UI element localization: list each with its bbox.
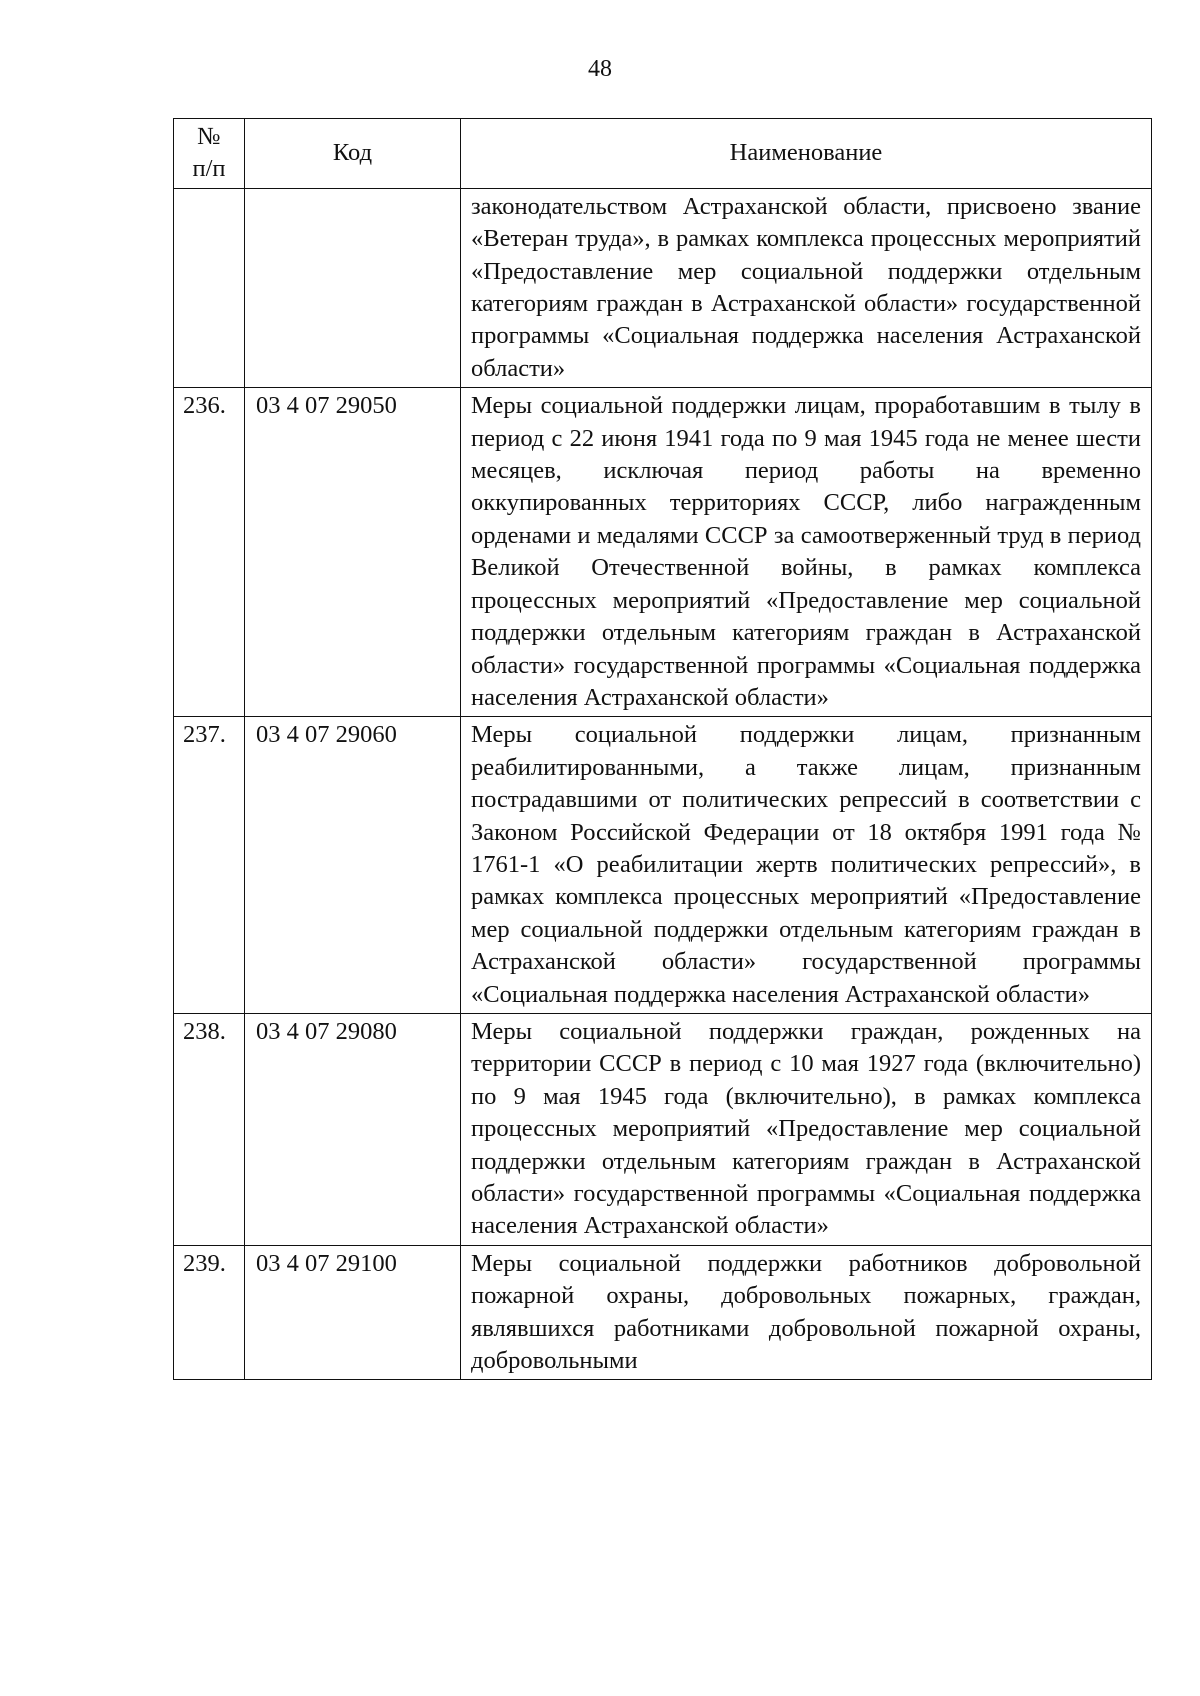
table-row — [174, 1245, 1152, 1380]
table-row — [174, 388, 1152, 717]
row-name: законодательством Астраханской области, присвоено звание «Ветеран труда», в рамках комплекса процессных мероприятий «Предоставление мер социальной поддержки отдельным категориям граждан в Астраханской области» государственной программы «Социальная поддержка населения Астраханской области» — [461, 188, 1152, 387]
row-number: 236. — [174, 388, 245, 717]
table-row — [174, 1013, 1152, 1245]
header-number-symbol: № — [197, 123, 221, 150]
row-number: 237. — [174, 717, 245, 1014]
row-name: Меры социальной поддержки лицам, проработавшим в тылу в период с 22 июня 1941 года по 9 мая 1945 года не менее шести месяцев, исключая период работы на временно оккупированных территориях СССР, либо награжденным орденами и медалями СССР за самоотверженный труд в период Великой Отечественной войны, в рамках комплекса процессных мероприятий «Предоставление мер социальной поддержки отдельным категориям граждан в Астраханской области» государственной программы «Социальная поддержка населения Астраханской области» — [461, 388, 1152, 717]
row-number — [174, 188, 245, 387]
header-number-abbr: п/п — [192, 155, 226, 183]
row-code: 03 4 07 29080 — [245, 1013, 461, 1245]
row-number: 238. — [174, 1013, 245, 1245]
row-name: Меры социальной поддержки лицам, признанным реабилитированными, а также лицам, признанным пострадавшими от политических репрессий в соответствии с Законом Российской Федерации от 18 октября 1991 года № 1761-1 «О реабилитации жертв политических репрессий», в рамках комплекса процессных мероприятий «Предоставление мер социальной поддержки отдельным категориям граждан в Астраханской области» государственной программы «Социальная поддержка населения Астраханской области» — [461, 717, 1152, 1014]
budget-code-table — [173, 118, 1152, 1380]
page-number: 48 — [588, 56, 612, 82]
header-number — [174, 119, 245, 189]
header-code: Код — [245, 119, 461, 189]
row-code: 03 4 07 29100 — [245, 1245, 461, 1380]
row-code — [245, 188, 461, 387]
table-header-row — [174, 119, 1152, 189]
row-name: Меры социальной поддержки граждан, рожденных на территории СССР в период с 10 мая 1927 года (включительно) по 9 мая 1945 года (включительно), в рамках комплекса процессных мероприятий «Предоставление мер социальной поддержки отдельным категориям граждан в Астраханской области» государственной программы «Социальная поддержка населения Астраханской области» — [461, 1013, 1152, 1245]
row-name: Меры социальной поддержки работников добровольной пожарной охраны, добровольных пожарных, граждан, являвшихся работниками добровольной пожарной охраны, добровольными — [461, 1245, 1152, 1380]
header-name: Наименование — [461, 119, 1152, 189]
table-row — [174, 188, 1152, 387]
row-code: 03 4 07 29060 — [245, 717, 461, 1014]
row-code: 03 4 07 29050 — [245, 388, 461, 717]
table-row — [174, 717, 1152, 1014]
row-number: 239. — [174, 1245, 245, 1380]
